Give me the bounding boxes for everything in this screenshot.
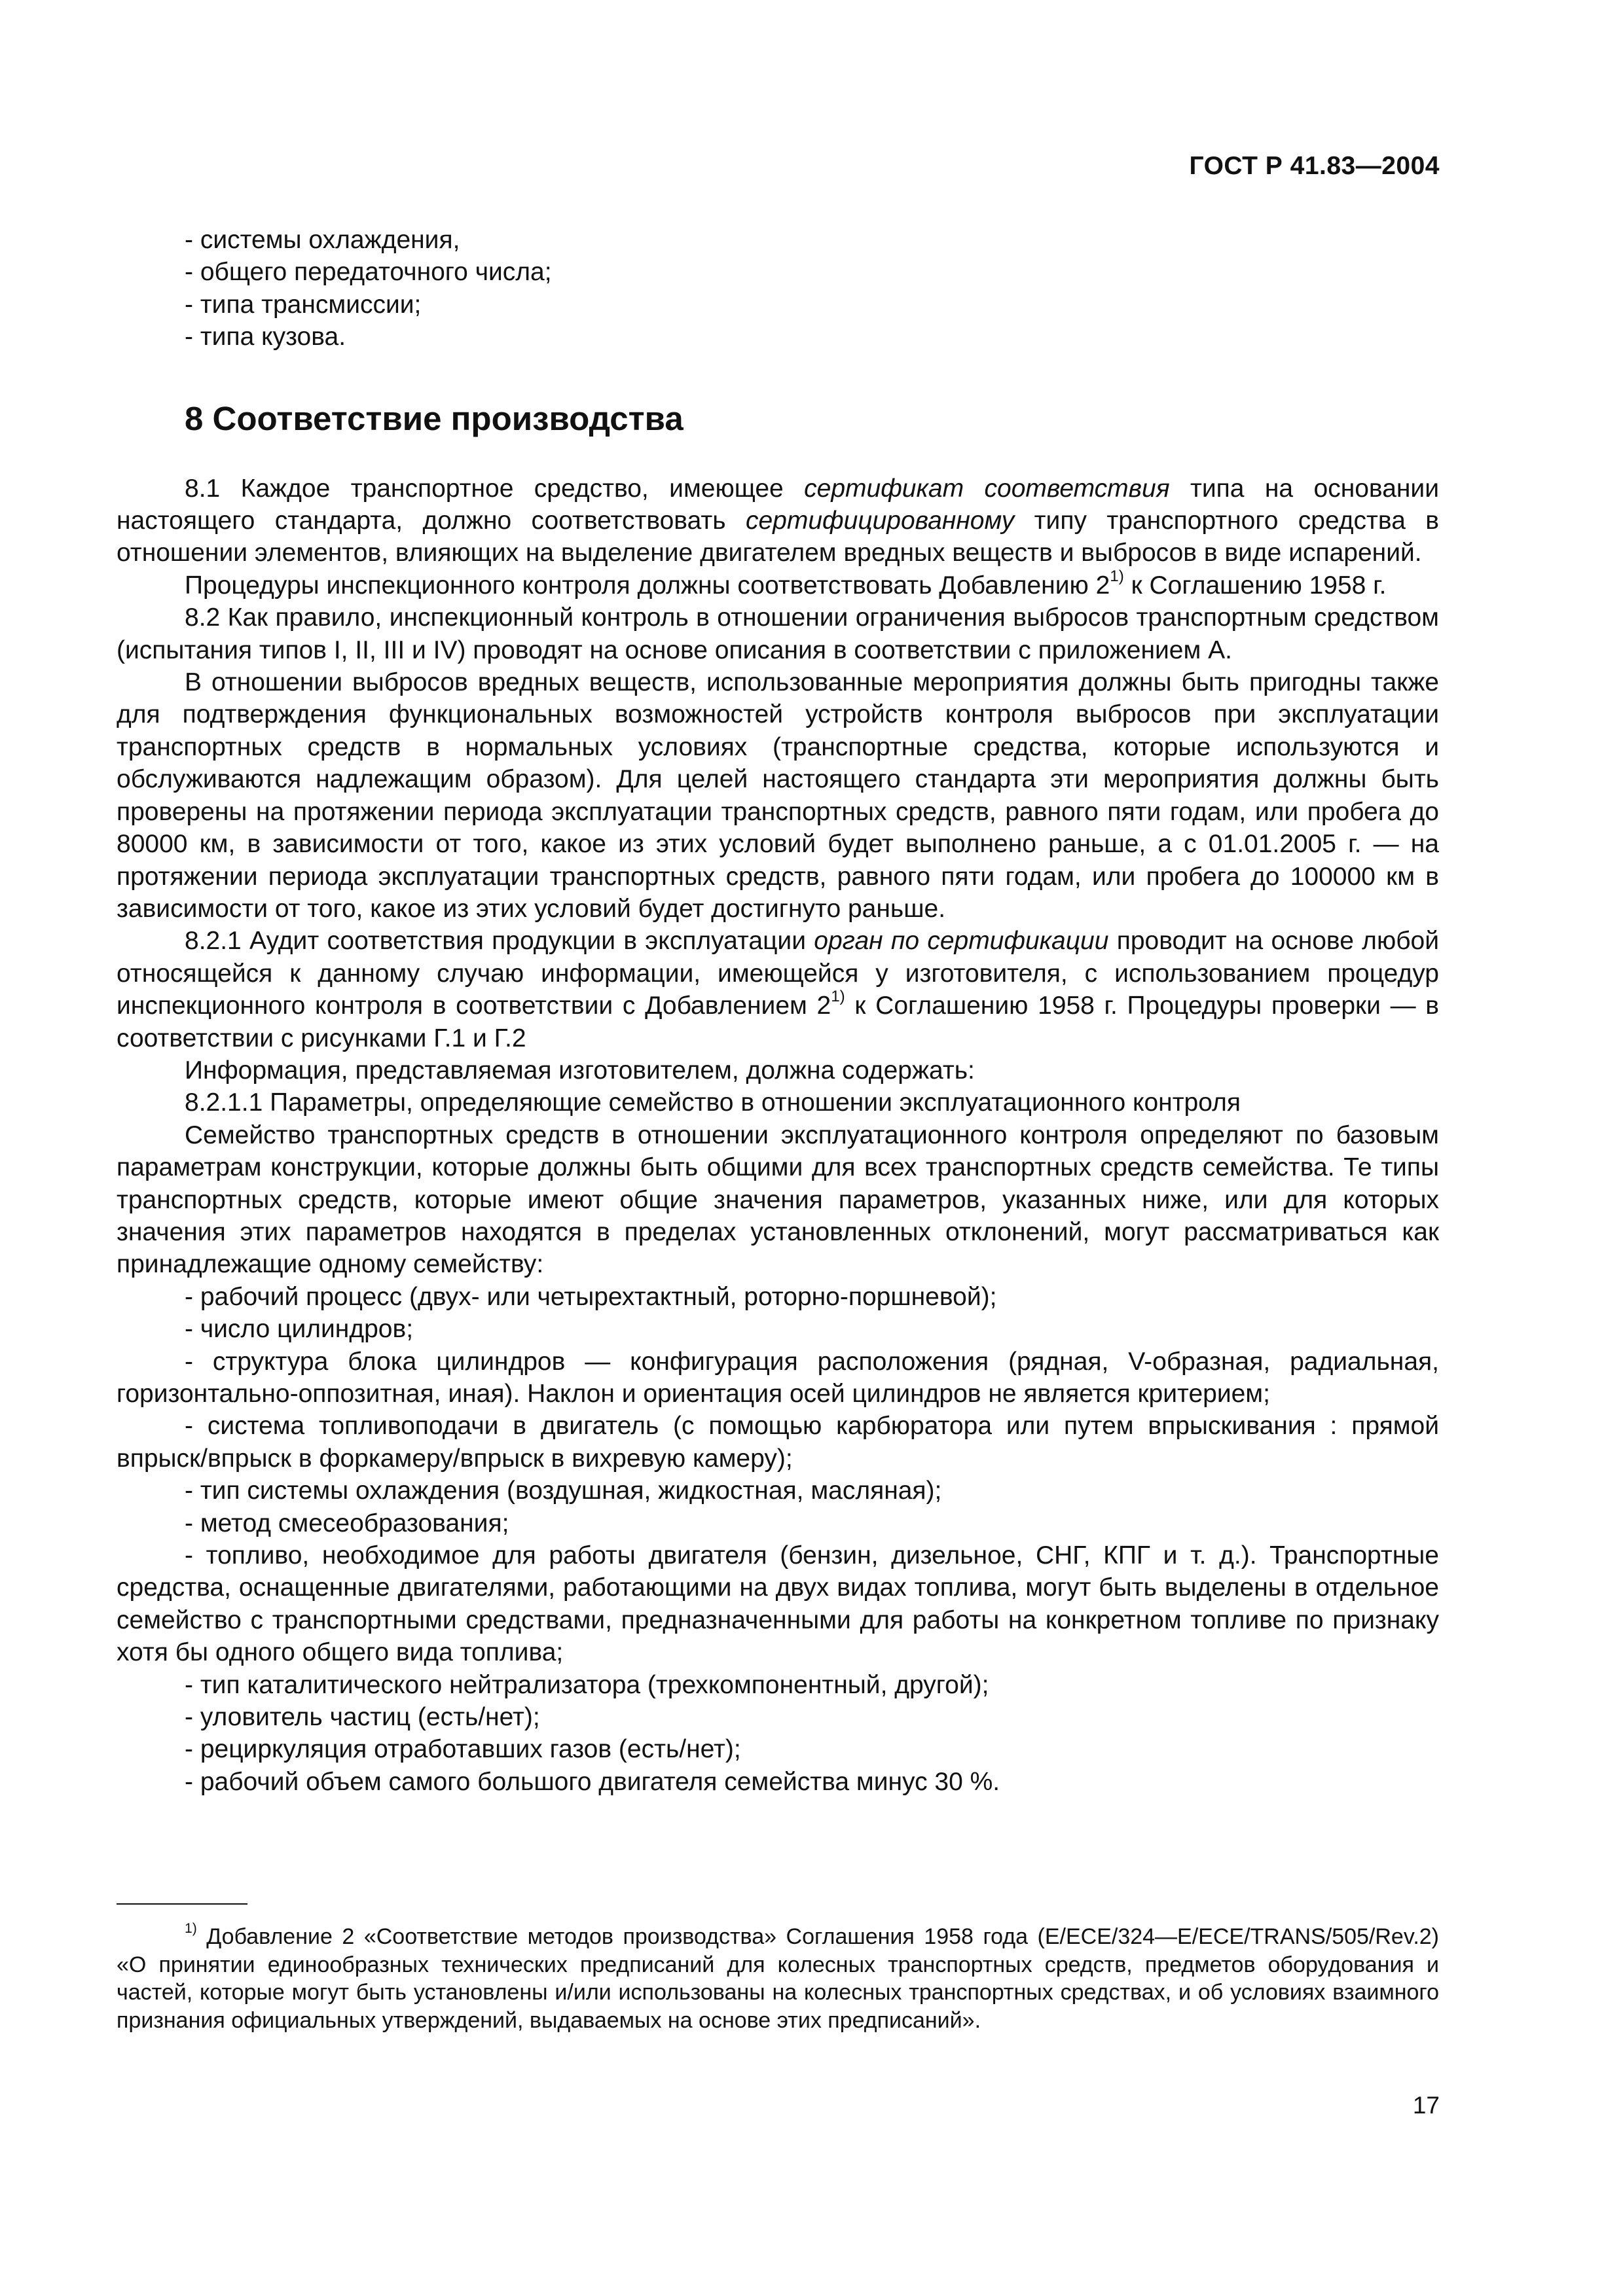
paragraph-family: Семейство транспортных средств в отношении эксплуатационного контроля определяют по базовым параметрам конструкции, которые должны быть общими для всех транспортных средств семейства. Те типы транспортных средств, которые имеют общие значения параметров, указанных ниже, или для которых значения этих параметров находятся в пределах установленных отклонений, могут рассматриваться как принадлежащие одному семейству: — [117, 1121, 1439, 1279]
document-code: ГОСТ Р 41.83—2004 — [1189, 152, 1440, 180]
paragraph-8-1: 8.1 Каждое транспортное средство, имеющее сертификат соответствия типа на основании настоящего стандарта, должно соответствовать сертифицированному типу транспортного средства в отношении элементов, влияющих на выделение двигателем вредных веществ и выбросов в виде испарений. — [117, 474, 1440, 567]
emphasis: сертифицированному — [745, 507, 1015, 535]
list-item: - рабочий процесс (двух- или четырехтактный, роторно-поршневой); — [185, 1282, 997, 1311]
list-item: - система топливоподачи в двигатель (с помощью карбюратора или путем впрыскивания : прямой впрыск/впрыск в форкамеру/впрыск в вихревую камеру); — [117, 1412, 1439, 1473]
paragraph-emissions: В отношении выбросов вредных веществ, использованные мероприятия должны быть пригодны также для подтверждения функциональных возможностей устройств контроля выбросов при эксплуатации транспортных средств в нормальных условиях (транспортные средства, которые используются и обслуживаются надлежащим образом). Для целей настоящего стандарта эти мероприятия должны быть проверены на протяжении периода эксплуатации транспортных средств, равного пяти годам, или пробега до 80000 км, в зависимости от того, какое из этих условий будет выполнено раньше, а с 01.01.2005 г. — на протяжении периода эксплуатации транспортных средств, равного пяти годам, или пробега до 100000 км в зависимости от того, какое из этих условий будет достигнуто раньше. — [117, 668, 1439, 923]
footnote-ref: 1) — [831, 987, 845, 1005]
list-item: - типа кузова. — [185, 323, 346, 351]
paragraph-info: Информация, представляемая изготовителем, должна содержать: — [185, 1056, 975, 1085]
list-item: - топливо, необходимое для работы двигателя (бензин, дизельное, СНГ, КПГ и т. д.). Транспортные средства, оснащенные двигателями, работающими на двух видах топлива, могут быть выделены в отдельное семейство с транспортными средствами, предназначенными для работы на конкретном топливе по признаку хотя бы одного общего вида топлива; — [117, 1541, 1439, 1667]
paragraph-8-2: 8.2 Как правило, инспекционный контроль в отношении ограничения выбросов транспортным средством (испытания типов I, II, III и IV) проводят на основе описания в соответствии с приложением А. — [117, 603, 1439, 664]
list-item: - число цилиндров; — [185, 1315, 414, 1344]
page-number: 17 — [1412, 2092, 1440, 2119]
list-item: - типа трансмиссии; — [185, 290, 422, 319]
list-item: - рециркуляция отработавших газов (есть/нет); — [185, 1735, 741, 1764]
list-item: - структура блока цилиндров — конфигурация расположения (рядная, V-образная, радиальная, горизонтально-оппозитная, иная). Наклон и ориентация осей цилиндров не является критерием; — [117, 1347, 1439, 1408]
emphasis: орган по сертификации — [814, 927, 1109, 956]
footnote-marker: 1) — [185, 1921, 197, 1937]
footnote-divider — [117, 1903, 247, 1905]
footnote: $^{1)}$ Добавление 2 «Соответствие методов производства» Соглашения 1958 года (E/ECE/324—E/ECE/TRANS/505/Rev.2) «О принятии единообразных технических предписаний для колесных транспортных средств, предметов оборудования и частей, которые могут быть установлены и/или использованы на колесных транспортных средствах, и об условиях взаимного признания официальных утверждений, выдаваемых на основе этих предписаний». — [117, 1921, 1439, 2033]
page-content — [117, 224, 1439, 1798]
list-item: - метод смесеобразования; — [185, 1509, 509, 1537]
list-item: - уловитель частиц (есть/нет); — [185, 1703, 540, 1732]
list-item: - тип системы охлаждения (воздушная, жидкостная, масляная); — [185, 1477, 942, 1505]
paragraph-procedures: Процедуры инспекционного контроля должны соответствовать Добавлению 2$^{1)}$ к Соглашению 1958 г. — [185, 567, 1387, 600]
paragraph-8-2-1-1: 8.2.1.1 Параметры, определяющие семейство в отношении эксплуатационного контроля — [185, 1088, 1241, 1117]
top-list — [117, 224, 1439, 353]
list-item: - системы охлаждения, — [185, 226, 460, 254]
section-heading: 8 Соответствие производства — [185, 399, 684, 437]
emphasis: сертификат соответствия — [804, 474, 1170, 503]
list-item: - общего передаточного числа; — [185, 258, 552, 287]
parameter-list — [117, 1281, 1439, 1799]
footnote-ref: 1) — [1110, 567, 1124, 585]
list-item: - тип каталитического нейтрализатора (трехкомпонентный, другой); — [185, 1670, 989, 1699]
paragraph-8-2-1: 8.2.1 Аудит соответствия продукции в эксплуатации орган по сертификации проводит на основе любой относящейся к данному случаю информации, имеющейся у изготовителя, с использованием процедур инспекционного контроля в соответствии с Добавлением 2$^{1)}$ к Соглашению 1958 г. Процедуры проверки — в соответствии с рисунками Г.1 и Г.2 — [117, 927, 1440, 1052]
list-item: - рабочий объем самого большого двигателя семейства минус 30 %. — [185, 1767, 1000, 1796]
